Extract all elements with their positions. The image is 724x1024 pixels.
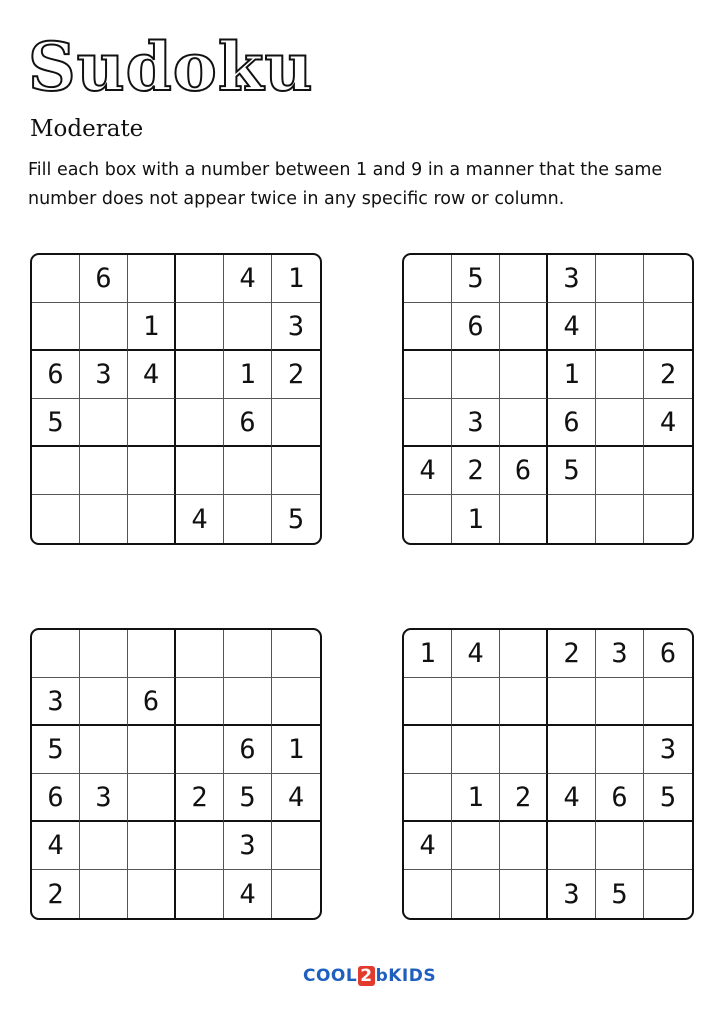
sudoku-grid-2 (402, 253, 694, 545)
sudoku-cell[interactable]: 4 (272, 774, 320, 822)
sudoku-cell[interactable] (452, 351, 500, 399)
sudoku-cell[interactable] (596, 822, 644, 870)
sudoku-cell[interactable]: 2 (644, 351, 692, 399)
sudoku-cell[interactable] (128, 399, 176, 447)
sudoku-cell[interactable]: 4 (32, 822, 80, 870)
sudoku-cell[interactable] (176, 630, 224, 678)
sudoku-cell[interactable] (404, 678, 452, 726)
sudoku-cell[interactable] (548, 678, 596, 726)
sudoku-cell[interactable] (500, 678, 548, 726)
sudoku-cell[interactable] (500, 303, 548, 351)
sudoku-cell[interactable]: 5 (32, 726, 80, 774)
sudoku-cell[interactable] (404, 351, 452, 399)
sudoku-cell[interactable] (224, 678, 272, 726)
sudoku-cell[interactable]: 1 (548, 351, 596, 399)
sudoku-cell[interactable]: 1 (452, 774, 500, 822)
sudoku-cell[interactable]: 6 (644, 630, 692, 678)
sudoku-cell[interactable] (80, 495, 128, 543)
sudoku-cell[interactable] (452, 726, 500, 774)
sudoku-cell[interactable] (500, 870, 548, 918)
sudoku-cell[interactable] (596, 255, 644, 303)
sudoku-cell[interactable]: 1 (224, 351, 272, 399)
sudoku-cell[interactable] (404, 255, 452, 303)
sudoku-cell[interactable]: 4 (548, 774, 596, 822)
sudoku-cell[interactable] (404, 726, 452, 774)
sudoku-cell[interactable]: 4 (548, 303, 596, 351)
sudoku-cell[interactable]: 2 (176, 774, 224, 822)
sudoku-cell[interactable]: 5 (224, 774, 272, 822)
sudoku-cell[interactable] (452, 822, 500, 870)
logo-text-part3: bKIDS (375, 966, 437, 986)
sudoku-cell[interactable] (128, 447, 176, 495)
difficulty-label: Moderate (30, 116, 144, 142)
sudoku-cell[interactable] (176, 726, 224, 774)
sudoku-cell[interactable] (80, 678, 128, 726)
sudoku-cell[interactable] (80, 447, 128, 495)
sudoku-cell[interactable]: 2 (548, 630, 596, 678)
sudoku-cell[interactable]: 4 (224, 870, 272, 918)
sudoku-cell[interactable] (224, 495, 272, 543)
sudoku-cell[interactable]: 5 (287, 503, 305, 535)
sudoku-cell[interactable] (500, 351, 548, 399)
sudoku-cell[interactable] (500, 726, 548, 774)
sudoku-cell[interactable] (176, 822, 224, 870)
sudoku-cell[interactable] (176, 399, 224, 447)
sudoku-cell[interactable]: 6 (32, 351, 80, 399)
sudoku-grid-3 (30, 628, 322, 920)
sudoku-cell[interactable] (224, 447, 272, 495)
sudoku-cell[interactable]: 4 (128, 351, 176, 399)
sudoku-cell[interactable] (596, 678, 644, 726)
logo-text-part1: COOL (303, 966, 358, 986)
sudoku-cell[interactable] (500, 255, 548, 303)
sudoku-cell[interactable] (596, 351, 644, 399)
sudoku-cell[interactable] (128, 495, 176, 543)
sudoku-cell[interactable] (644, 822, 692, 870)
sudoku-grid-1 (30, 253, 322, 545)
sudoku-cell[interactable] (596, 303, 644, 351)
sudoku-cell[interactable]: 3 (80, 351, 128, 399)
sudoku-cell[interactable] (404, 399, 452, 447)
sudoku-cell[interactable] (644, 255, 692, 303)
sudoku-cell[interactable] (80, 822, 128, 870)
sudoku-cell[interactable]: 4 (224, 255, 272, 303)
logo-text-part2: 2 (360, 966, 373, 986)
sudoku-cell[interactable]: 5 (644, 774, 692, 822)
sudoku-cell[interactable]: 6 (452, 303, 500, 351)
sudoku-cell[interactable]: 1 (272, 726, 320, 774)
sudoku-cell[interactable]: 6 (596, 774, 644, 822)
cool2bkids-logo (303, 966, 436, 986)
sudoku-cell[interactable] (128, 822, 176, 870)
sudoku-cell[interactable]: 1 (128, 303, 176, 351)
sudoku-cell[interactable] (32, 255, 80, 303)
sudoku-cell[interactable] (500, 630, 548, 678)
sudoku-cell[interactable]: 3 (644, 726, 692, 774)
sudoku-cell[interactable] (224, 630, 272, 678)
sudoku-cell[interactable] (176, 447, 224, 495)
sudoku-cell[interactable] (128, 726, 176, 774)
sudoku-cell[interactable] (596, 399, 644, 447)
sudoku-cell[interactable]: 1 (404, 630, 452, 678)
sudoku-cell[interactable]: 1 (272, 255, 320, 303)
sudoku-cell[interactable]: 4 (404, 447, 452, 495)
sudoku-cell[interactable]: 3 (548, 255, 596, 303)
sudoku-cell[interactable] (500, 399, 548, 447)
sudoku-cell[interactable] (176, 351, 224, 399)
sudoku-cell[interactable] (272, 447, 320, 495)
sudoku-cell[interactable]: 3 (32, 678, 80, 726)
sudoku-cell[interactable] (80, 630, 128, 678)
sudoku-cell[interactable]: 1 (452, 495, 500, 543)
sudoku-cell[interactable] (32, 630, 80, 678)
sudoku-cell[interactable] (80, 726, 128, 774)
sudoku-cell[interactable] (176, 255, 224, 303)
sudoku-cell[interactable]: 2 (500, 774, 548, 822)
sudoku-cell[interactable]: 2 (32, 870, 80, 918)
sudoku-cell[interactable] (548, 822, 596, 870)
sudoku-cell[interactable] (404, 870, 452, 918)
sudoku-cell[interactable]: 3 (596, 630, 644, 678)
sudoku-cell[interactable] (644, 303, 692, 351)
sudoku-cell[interactable]: 3 (80, 774, 128, 822)
sudoku-cell[interactable] (596, 495, 644, 543)
sudoku-cell[interactable] (644, 678, 692, 726)
sudoku-cell[interactable] (176, 303, 224, 351)
sudoku-cell[interactable] (272, 822, 320, 870)
sudoku-cell[interactable]: 6 (128, 678, 176, 726)
sudoku-cell[interactable] (644, 447, 692, 495)
sudoku-cell[interactable]: 3 (224, 822, 272, 870)
sudoku-cell[interactable] (644, 870, 692, 918)
sudoku-cell[interactable] (452, 678, 500, 726)
sudoku-cell[interactable] (80, 303, 128, 351)
sudoku-cell[interactable] (128, 870, 176, 918)
sudoku-cell[interactable]: 2 (452, 447, 500, 495)
sudoku-cell[interactable] (128, 255, 176, 303)
sudoku-cell[interactable] (128, 774, 176, 822)
sudoku-cell[interactable]: 5 (32, 399, 80, 447)
sudoku-cell[interactable]: 4 (404, 822, 452, 870)
sudoku-cell[interactable] (176, 870, 224, 918)
sudoku-cell[interactable] (452, 870, 500, 918)
sudoku-cell[interactable]: 5 (452, 255, 500, 303)
sudoku-cell[interactable]: 4 (176, 495, 224, 543)
sudoku-cell[interactable] (404, 774, 452, 822)
sudoku-cell[interactable] (404, 303, 452, 351)
sudoku-cell[interactable] (500, 822, 548, 870)
instructions-text: Fill each box with a number between 1 and 9 in a manner that the same number does not appear twice in any specific row or column. (28, 160, 663, 209)
sudoku-cell[interactable] (272, 678, 320, 726)
sudoku-cell[interactable]: 6 (224, 399, 272, 447)
sudoku-cell[interactable] (32, 447, 80, 495)
sudoku-cell[interactable] (272, 630, 320, 678)
sudoku-cell[interactable]: 2 (272, 351, 320, 399)
sudoku-cell[interactable] (644, 495, 692, 543)
sudoku-cell[interactable] (404, 495, 452, 543)
sudoku-cell[interactable] (80, 399, 128, 447)
sudoku-cell[interactable] (596, 726, 644, 774)
sudoku-cell[interactable]: 4 (644, 399, 692, 447)
sudoku-cell[interactable] (224, 303, 272, 351)
page-title: Sudoku (28, 28, 314, 106)
sudoku-cell[interactable] (548, 726, 596, 774)
sudoku-cell[interactable]: 3 (452, 399, 500, 447)
sudoku-cell[interactable]: 4 (452, 630, 500, 678)
sudoku-cell[interactable]: 6 (224, 726, 272, 774)
sudoku-cell[interactable] (548, 495, 596, 543)
sudoku-cell[interactable] (32, 495, 80, 543)
sudoku-cell[interactable] (80, 870, 128, 918)
sudoku-cell[interactable] (500, 495, 548, 543)
sudoku-cell[interactable]: 3 (272, 303, 320, 351)
sudoku-cell[interactable]: 6 (80, 255, 128, 303)
sudoku-cell[interactable]: 6 (500, 447, 548, 495)
sudoku-cell[interactable] (128, 630, 176, 678)
sudoku-cell[interactable]: 6 (32, 774, 80, 822)
sudoku-cell[interactable]: 5 (596, 870, 644, 918)
sudoku-cell[interactable]: 6 (548, 399, 596, 447)
sudoku-cell[interactable] (272, 399, 320, 447)
sudoku-cell[interactable] (176, 678, 224, 726)
sudoku-cell[interactable]: 3 (548, 870, 596, 918)
sudoku-grid-4 (402, 628, 694, 920)
sudoku-cell[interactable] (596, 447, 644, 495)
sudoku-cell[interactable] (32, 303, 80, 351)
sudoku-cell[interactable]: 5 (548, 447, 596, 495)
sudoku-cell[interactable] (272, 870, 320, 918)
